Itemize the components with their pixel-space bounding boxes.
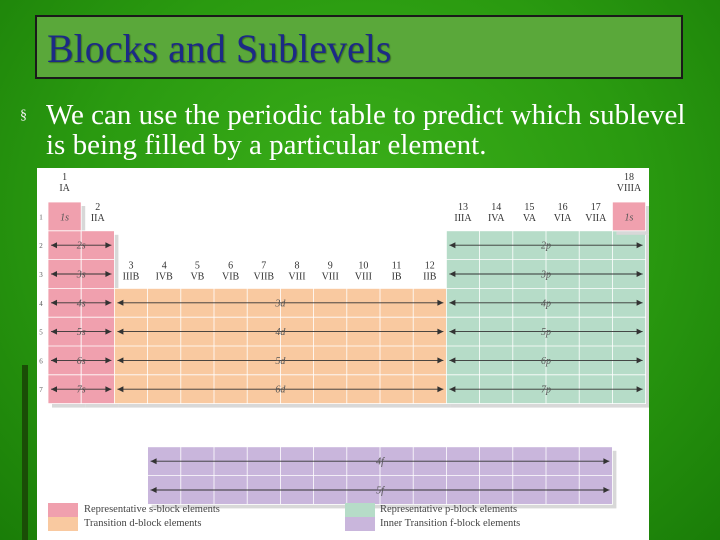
group-roman-17: VIIA (585, 213, 607, 224)
he-label: 1s (624, 212, 634, 224)
decorative-bar (22, 365, 28, 540)
group-roman-8: VIII (288, 271, 306, 283)
group-number-11: 11 (391, 260, 402, 272)
period-number-4: 4 (39, 299, 43, 308)
group-roman-4: IVB (155, 271, 173, 283)
group-number-14: 14 (491, 202, 502, 213)
s-arrow-6s-label: 6s (76, 355, 86, 367)
legend-swatch-d (48, 517, 78, 531)
slide-title: Blocks and Sublevels (47, 26, 392, 71)
p-arrow-3p-label: 3p (541, 269, 551, 281)
period-number-1: 1 (39, 213, 43, 222)
group-number-8: 8 (294, 260, 300, 272)
legend-swatch-p (345, 503, 375, 517)
group-roman-14: IVA (487, 213, 505, 224)
group-number-1: 1 (62, 172, 68, 183)
d-arrow-3d-label: 3d (275, 298, 286, 310)
group-roman-1: IA (59, 183, 70, 194)
group-number-18: 18 (624, 172, 634, 183)
group-roman-15: VA (522, 213, 536, 224)
group-number-17: 17 (590, 202, 601, 213)
group-roman-12: IIB (423, 271, 437, 283)
group-roman-9: VIII (321, 271, 339, 283)
group-number-4: 4 (161, 260, 167, 272)
legend-swatch-s (48, 503, 78, 517)
period-number-2: 2 (39, 242, 43, 251)
group-number-2: 2 (95, 202, 101, 213)
group-roman-7: VIIB (253, 271, 275, 283)
group-roman-11: IB (391, 271, 402, 283)
group-number-13: 13 (458, 202, 468, 213)
period-number-3: 3 (39, 271, 43, 279)
s-arrow-2s-label: 2s (76, 240, 86, 252)
legend-p: Representative p-block elements (380, 504, 518, 515)
legend-d: Transition d-block elements (84, 518, 202, 529)
s-arrow-4s-label: 4s (76, 298, 86, 310)
f-arrow-5f-label: 5f (376, 485, 384, 497)
s-arrow-5s-label: 5s (76, 327, 86, 339)
s-arrow-7s-label: 7s (76, 384, 86, 396)
group-roman-13: IIIA (454, 213, 472, 224)
group-roman-10: VIII (354, 271, 373, 283)
group-number-9: 9 (327, 260, 333, 272)
p-arrow-4p-label: 4p (541, 298, 551, 310)
group-roman-18: VIIIA (616, 183, 642, 194)
group-number-10: 10 (358, 260, 369, 272)
d-arrow-5d-label: 5d (275, 355, 286, 367)
p-arrow-6p-label: 6p (541, 355, 551, 367)
period-number-7: 7 (39, 386, 43, 395)
group-roman-16: VIA (553, 213, 572, 224)
periodic-table-svg (37, 168, 649, 540)
legend-swatch-f (345, 517, 375, 531)
period-number-6: 6 (39, 357, 43, 366)
group-roman-6: VIB (221, 271, 240, 283)
period-number-5: 5 (39, 328, 43, 337)
group-number-15: 15 (524, 202, 535, 213)
group-number-16: 16 (557, 202, 568, 213)
legend-f: Inner Transition f-block elements (380, 518, 521, 529)
d-arrow-6d-label: 6d (275, 384, 286, 396)
bullet-text: We can use the periodic table to predict which sublevel is being filled by a particular element. (46, 99, 686, 161)
periodic-table (37, 168, 649, 540)
p-arrow-5p-label: 5p (541, 327, 551, 339)
s-arrow-3s-label: 3s (76, 269, 86, 281)
group-roman-3: IIIB (122, 271, 140, 283)
group-number-6: 6 (228, 260, 234, 272)
group-number-5: 5 (194, 260, 200, 272)
group-number-7: 7 (261, 260, 267, 272)
group-number-3: 3 (128, 260, 134, 272)
s-label-1s: 1s (60, 212, 70, 224)
group-roman-2: IIA (90, 213, 105, 224)
p-arrow-7p-label: 7p (541, 384, 551, 396)
d-arrow-4d-label: 4d (275, 327, 286, 339)
f-arrow-4f-label: 4f (376, 456, 384, 468)
group-roman-5: VB (190, 271, 205, 283)
group-number-12: 12 (424, 260, 435, 272)
bullet-icon: § (20, 108, 27, 123)
legend-s: Representative s-block elements (84, 504, 220, 515)
p-arrow-2p-label: 2p (541, 240, 551, 252)
title-box (35, 15, 683, 79)
